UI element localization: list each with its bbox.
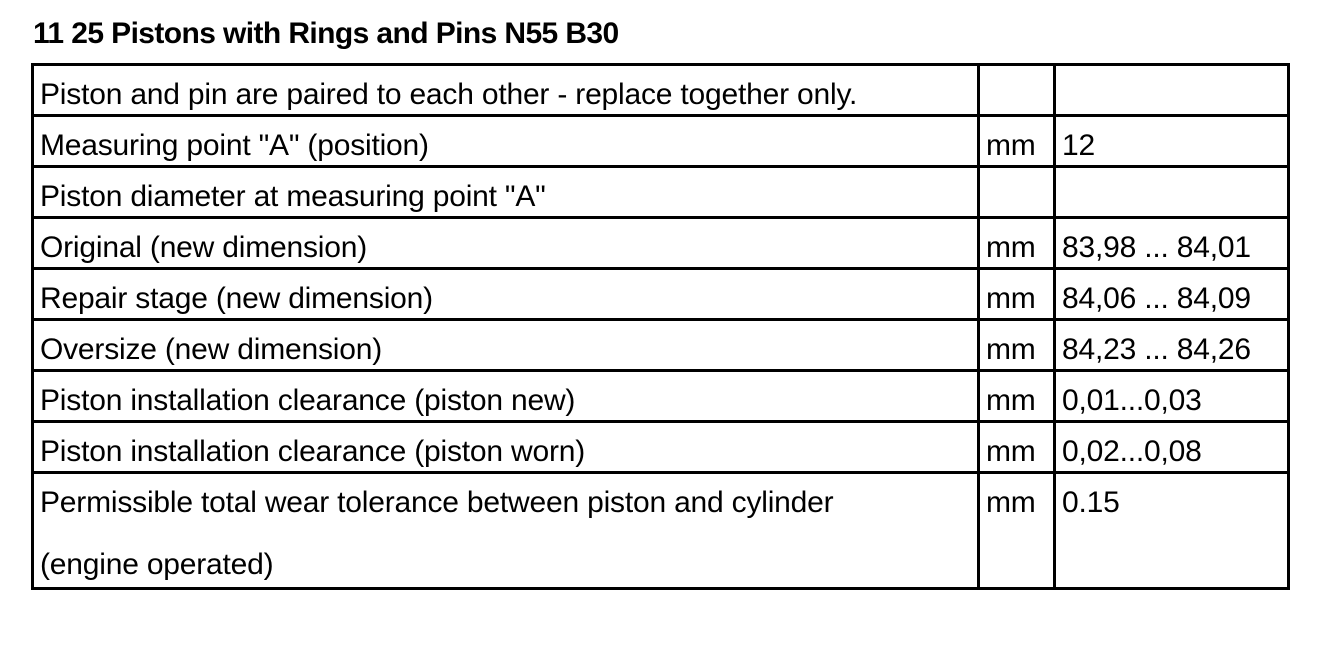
table-row	[33, 218, 1289, 269]
table-row	[33, 167, 1289, 218]
row-description: Piston diameter at measuring point "A"	[33, 167, 979, 218]
row-description	[33, 473, 979, 589]
row-unit: mm	[979, 320, 1055, 371]
row-description: Piston installation clearance (piston new)	[33, 371, 979, 422]
row-description-line: Permissible total wear tolerance between piston and cylinder	[40, 486, 834, 519]
row-value: 0,01...0,03	[1055, 371, 1289, 422]
row-value: 84,23 ... 84,26	[1055, 320, 1289, 371]
row-unit: mm	[979, 116, 1055, 167]
row-description: Repair stage (new dimension)	[33, 269, 979, 320]
row-unit: mm	[979, 422, 1055, 473]
row-unit: mm	[979, 269, 1055, 320]
row-description: Piston and pin are paired to each other - replace together only.	[33, 65, 979, 116]
row-unit	[979, 167, 1055, 218]
document-title: 11 25 Pistons with Rings and Pins N55 B30	[33, 17, 619, 50]
row-unit: mm	[979, 371, 1055, 422]
row-description: Oversize (new dimension)	[33, 320, 979, 371]
row-value: 12	[1055, 116, 1289, 167]
row-description: Measuring point "A" (position)	[33, 116, 979, 167]
table-row	[33, 371, 1289, 422]
table-row	[33, 473, 1289, 589]
table-row	[33, 116, 1289, 167]
row-value	[1055, 65, 1289, 116]
row-value: 83,98 ... 84,01	[1055, 218, 1289, 269]
table-row	[33, 422, 1289, 473]
piston-spec-table	[31, 63, 1290, 590]
row-description: Original (new dimension)	[33, 218, 979, 269]
table-row	[33, 320, 1289, 371]
table-row	[33, 65, 1289, 116]
row-unit	[979, 65, 1055, 116]
row-description-line: (engine operated)	[40, 548, 274, 581]
row-unit: mm	[979, 473, 1055, 589]
row-description: Piston installation clearance (piston worn)	[33, 422, 979, 473]
row-unit: mm	[979, 218, 1055, 269]
row-value: 84,06 ... 84,09	[1055, 269, 1289, 320]
row-value	[1055, 167, 1289, 218]
row-value: 0.15	[1055, 473, 1289, 589]
row-value: 0,02...0,08	[1055, 422, 1289, 473]
table-row	[33, 269, 1289, 320]
